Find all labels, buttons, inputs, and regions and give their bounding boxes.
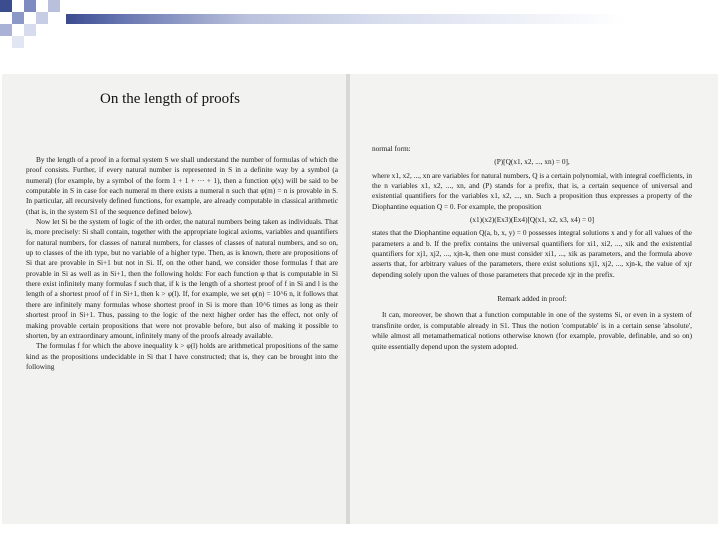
decor-square <box>12 12 24 24</box>
left-column-text <box>26 155 338 372</box>
paragraph: It can, moreover, be shown that a function computable in one of the systems Si, or even in a system of transfinite order, is computable already in S1. Thus the notion 'computable' is in a certain sense 'absolute', while almost all metamathematical notions otherwise known (for example, provable, definable, and so on) quite essentially depend upon the system adopted. <box>372 310 692 351</box>
decor-square <box>24 0 36 12</box>
decor-square <box>0 24 12 36</box>
paragraph: The formulas f for which the above inequality k > φ(l) holds are arithmetical propositions of the same kind as the propositions undecidable in Si that I have constructed; that is, they can be brought into the following <box>26 341 338 371</box>
paragraph: Now let Si be the system of logic of the ith order, the natural numbers being taken as individuals. That is, more precisely: Si shall contain, together with the appropriate logical axioms, variables and quantifiers for natural numbers, for classes of natural numbers, for classes of classes of natural numbers, and so on, up to classes of the ith type, but no variable of a higher type. Then, as is known, there are propositions of Si that are provable in Si+1 but not in Si. If, on the other hand, we consider those formulas f that are provable in Si as well as in Si+1, then the following holds: For each function φ that is computable in Si there exist infinitely many formulas f such that, if k is the length of a shortest proof of f in Si and l is the length of a shortest proof of f in Si+1, then k > φ(l). If, for example, we set φ(n) = 10^6 n, it follows that there are infinitely many formulas whose shortest proof in Si is more than 10^6 times as long as their shortest proof in Si+1. Thus, passing to the logic of the next higher order has the effect, not only of making provable certain propositions that were not provable before, but also of making it possible to shorten, by an extraordinary amount, infinitely many of the proofs already available. <box>26 217 338 340</box>
paragraph: where x1, x2, ..., xn are variables for natural numbers, Q is a certain polynomial, with integral coefficients, in the n variables x1, x2, ..., xn, and (P) stands for a prefix, that is, a certain sequence of universal and existential quantifiers for the variables x1, x2, ..., xn. Such a proposition thus expresses a property of the Diophantine equation Q = 0. For example, the proposition <box>372 170 692 211</box>
header-gradient-bar <box>66 14 720 24</box>
left-page <box>2 74 346 524</box>
formula: (P)[Q(x1, x2, ..., xn) = 0], <box>494 157 570 167</box>
decor-square <box>24 24 36 36</box>
right-column-text <box>372 144 692 352</box>
right-page <box>350 74 718 524</box>
decor-square <box>0 0 12 12</box>
decor-square <box>36 12 48 24</box>
paragraph: By the length of a proof in a formal system S we shall understand the number of formulas of which the proof consists. Further, if every natural number is represented in S in a definite way by a symbol (a numeral) (for example, by a symbol of the form 1 + 1 + ··· + 1), then a function φ(x) will be said to be computable in S in case for each numeral m there exists a numeral n such that φ(m) = n is provable in S. In particular, all recursively defined functions, for example, are already computable in classical arithmetic (that is, in the system S1 of the sequence defined below). <box>26 155 338 216</box>
corner-squares-decoration <box>0 0 60 48</box>
decor-square <box>12 36 24 48</box>
paragraph: states that the Diophantine equation Q(a, b, x, y) = 0 possesses integral solutions x and y for all values of the parameters a and b. If the prefix contains the universal quantifiers for xi1, xi2, ..., xik and the existential quantifiers for xj1, xj2, ..., xjn-k, then one must consider xi1, ..., xik as parameters, and the formula above asserts that, for arbitrary values of the parameters, there exist solutions xj1, xj2, ..., xjn-k, the value of xjr depending solely upon the values of those parameters that precede xjr in the prefix. <box>372 228 692 279</box>
scanned-page-image <box>2 74 718 524</box>
paragraph: normal form: <box>372 144 411 153</box>
decor-square <box>48 0 60 12</box>
remark-heading: Remark added in proof: <box>497 294 567 304</box>
page-title: On the length of proofs <box>100 91 240 107</box>
formula: (x1)(x2)(Ex3)(Ex4)[Q(x1, x2, x3, x4) = 0] <box>469 215 595 225</box>
